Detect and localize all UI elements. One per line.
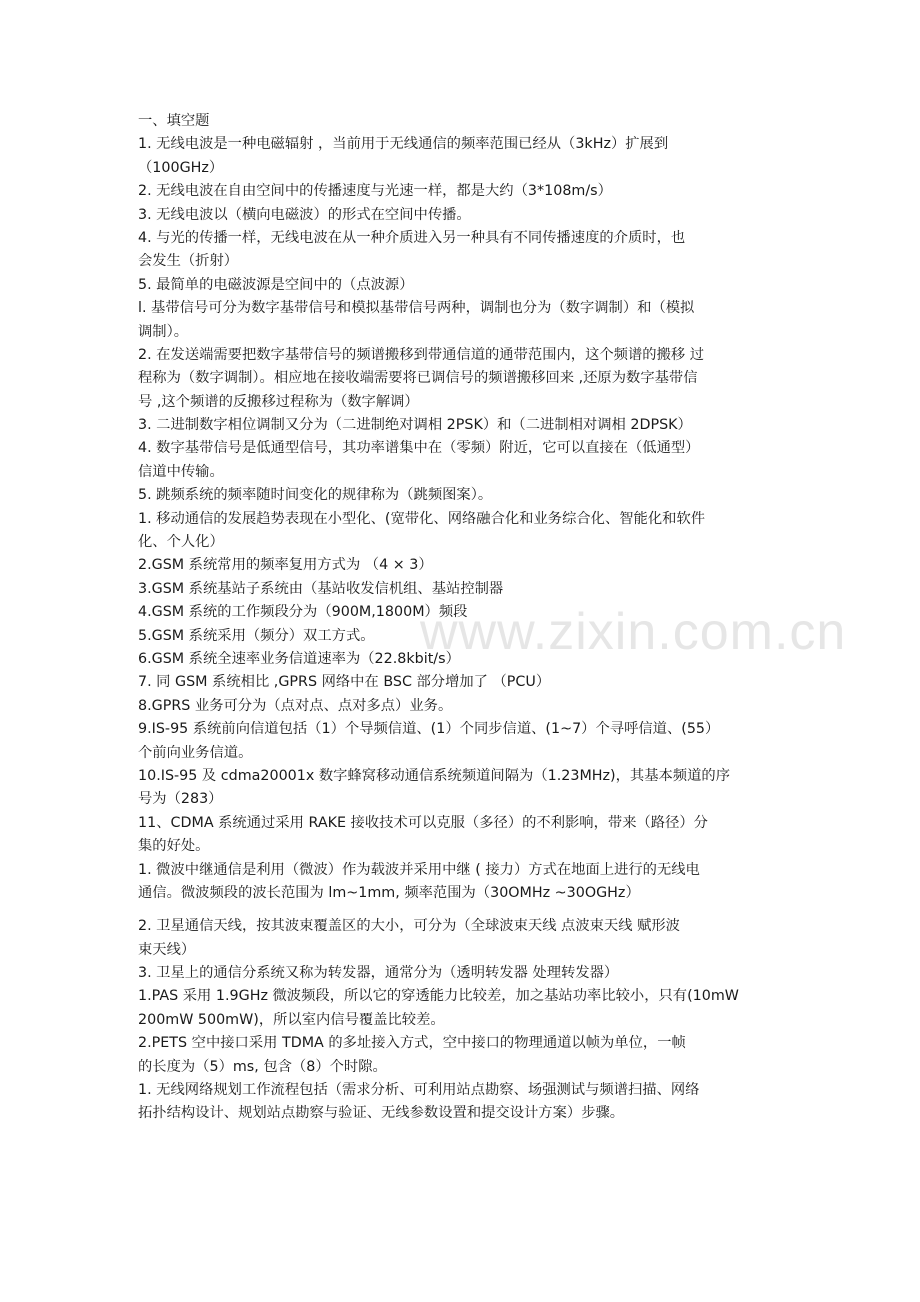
text-line: 2.GSM 系统常用的频率复用方式为 （4 × 3） [138,557,433,574]
document-body [138,110,818,1126]
text-line: 束天线） [138,941,196,958]
text-line: 1. 微波中继通信是利用（微波）作为载波并采用中继 ( 接力）方式在地面上进行的无线电 [138,861,700,878]
text-line: 1. 无线电波是一种电磁辐射 ，当前用于无线通信的频率范围已经从（3kHz）扩展到 [138,136,669,153]
text-line: 3.GSM 系统基站子系统由（基站收发信机组、基站控制器 [138,580,504,597]
text-line: 1. 移动通信的发展趋势表现在小型化、(宽带化、网络融合化和业务综合化、智能化和软件 [138,510,706,527]
text-line: 9.IS-95 系统前向信道包括（1）个导频信道、(1）个同步信道、(1~7）个寻呼信道、(55） [138,721,720,738]
text-line: 拓扑结构设计、规划站点勘察与验证、无线参数设置和提交设计方案）步骤。 [138,1105,625,1122]
text-line: 调制）。 [138,323,189,340]
text-line: 5. 最简单的电磁波源是空间中的（点波源） [138,276,414,293]
text-line: 3. 无线电波以（横向电磁波）的形式在空间中传播。 [138,206,471,223]
text-line: 化、个人化） [138,534,224,551]
text-line: 4.GSM 系统的工作频段分为（900M,1800M）频段 [138,604,468,621]
text-line: 8.GPRS 业务可分为（点对点、点对多点）业务。 [138,697,453,714]
text-line: 4. 数字基带信号是低通型信号，其功率谱集中在（零频）附近，它可以直接在（低通型） [138,440,700,457]
text-line: 号 ,这个频谱的反搬移过程称为（数字解调） [138,393,419,410]
text-line: 会发生（折射） [138,253,239,270]
text-line: 1. 无线网络规划工作流程包括（需求分析、可利用站点勘察、场强测试与频谱扫描、网络 [138,1082,700,1099]
text-line: 集的好处。 [138,838,210,855]
text-line: 6.GSM 系统全速率业务信道速率为（22.8kbit/s） [138,650,460,667]
text-line: 信道中传输。 [138,463,224,480]
text-line: 2. 在发送端需要把数字基带信号的频谱搬移到带通信道的通带范围内，这个频谱的搬移 过 [138,346,705,363]
text-line: 11、CDMA 系统通过采用 RAKE 接收技术可以克服（多径）的不利影响，带来（路径）分 [138,814,708,831]
text-line: 的长度为（5）ms, 包含（8）个时隙。 [138,1058,387,1075]
text-line: （100GHz） [138,159,224,176]
text-line: 7. 同 GSM 系统相比 ,GPRS 网络中在 BSC 部分增加了 （PCU） [138,674,551,691]
text-line: 号为（283） [138,791,223,808]
section-heading: 一、填空题 [138,113,210,129]
text-line: 2.PETS 空中接口采用 TDMA 的多址接入方式，空中接口的物理通道以帧为单位，一帧 [138,1035,686,1052]
text-line: 程称为（数字调制）。相应地在接收端需要将已调信号的频谱搬移回来 ,还原为数字基带信 [138,370,698,387]
text-line: 10.IS-95 及 cdma20001x 数字蜂窝移动通信系统频道间隔为（1.23MHz)，其基本频道的序 [138,767,730,784]
text-line: 3. 二进制数字相位调制又分为（二进制绝对调相 2PSK）和（二进制相对调相 2DPSK） [138,417,692,434]
text-line: 200mW 500mW)，所以室内信号覆盖比较差。 [138,1011,445,1028]
text-line: 通信。微波频段的波长范围为 lm~1mm, 频率范围为（30OMHz ~30OGHz） [138,884,640,901]
text-line: 个前向业务信道。 [138,744,253,761]
text-line: 5.GSM 系统采用（频分）双工方式。 [138,627,375,644]
text-line: 1.PAS 采用 1.9GHz 微波频段，所以它的穿透能力比较差，加之基站功率比较小，只有(10mW [138,988,739,1005]
text-line: 5. 跳频系统的频率随时间变化的规律称为（跳频图案）。 [138,487,493,504]
text-line: 2. 卫星通信天线，按其波束覆盖区的大小，可分为（全球波束天线 点波束天线 赋形波 [138,918,680,935]
text-line: 3. 卫星上的通信分系统又称为转发器，通常分为（透明转发器 处理转发器） [138,965,619,982]
text-line: 2. 无线电波在自由空间中的传播速度与光速一样，都是大约（3*108m/s） [138,183,612,200]
text-line: 4. 与光的传播一样，无线电波在从一种介质进入另一种具有不同传播速度的介质时，也 [138,229,686,246]
watermark: www.zixin.com.cn [420,603,847,661]
text-line: l. 基带信号可分为数字基带信号和模拟基带信号两种，调制也分为（数字调制）和（模拟 [138,300,695,317]
